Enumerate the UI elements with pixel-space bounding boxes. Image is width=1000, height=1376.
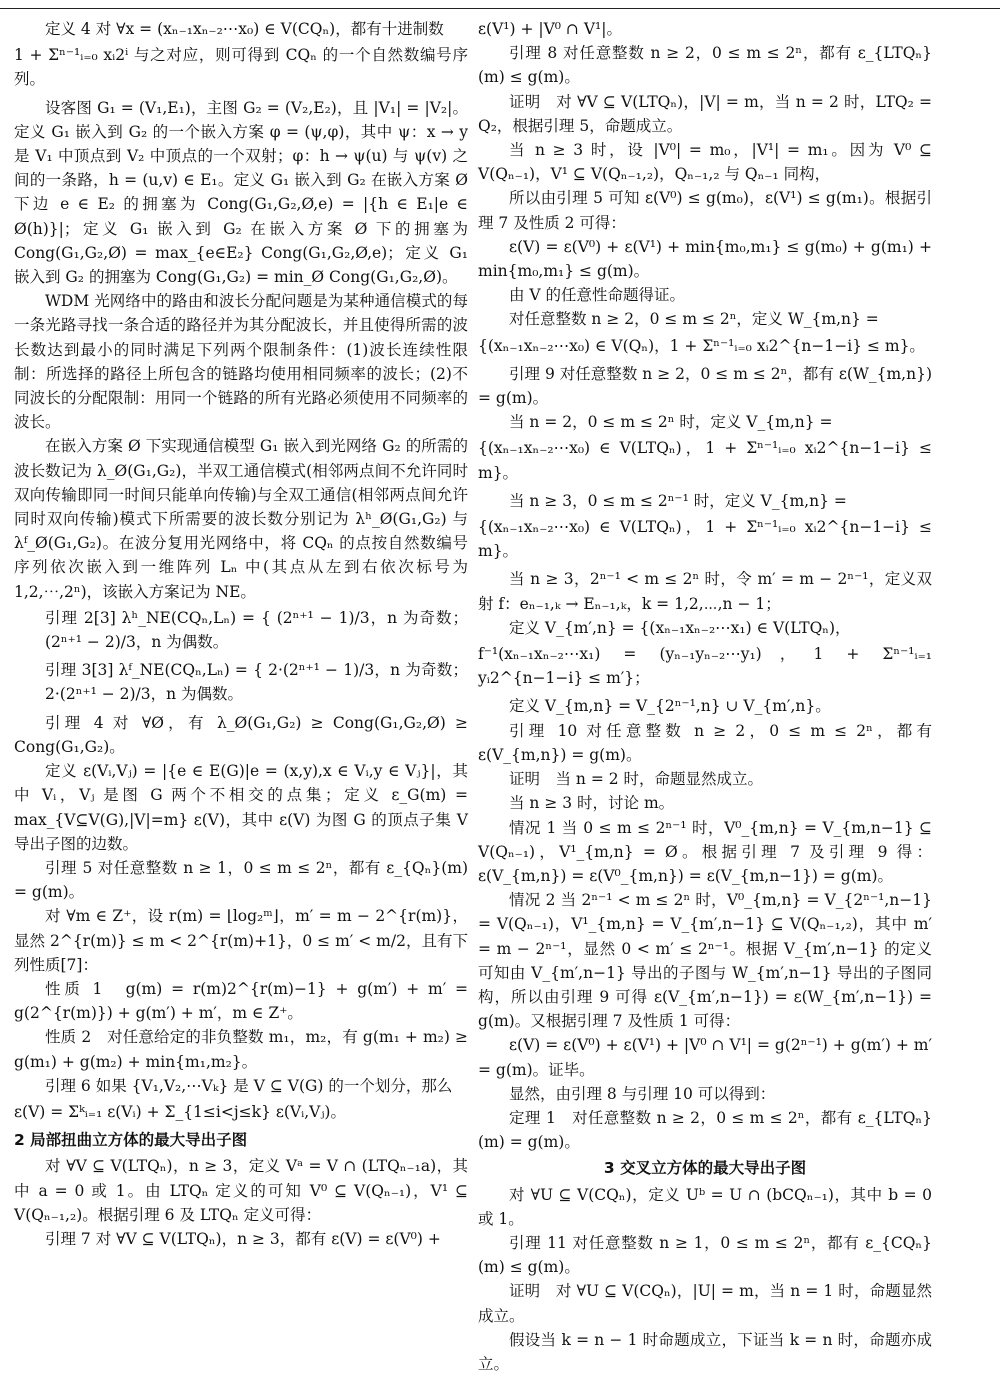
paragraph: 引理 6 如果 {V₁,V₂,⋯Vₖ} 是 V ⊆ V(G) 的一个划分，那么	[45, 1076, 453, 1095]
paragraph: 设客图 G₁ = (V₁,E₁)，主图 G₂ = (V₂,E₂)，且 |V₁| = |V₂|。定义 G₁ 嵌入到 G₂ 的一个嵌入方案 φ = (ψ,φ)，其中 ψ：x → y 是 V₁ 中顶点到 V₂ 中顶点的一个双射；φ：h → ψ(u) 与 ψ(v) 之间的一条路，h = (u,v) ∈ E₁。定义 G₁ 嵌入到 G₂ 在嵌入方案 Ø 下边 e ∈ E₂ 的拥塞为 Cong(G₁,G₂,Ø,e) = |{h ∈ E₁|e ∈ Ø(h)}|；定义 G₁ 嵌入到 G₂ 在嵌入方案 Ø 下的拥塞为 Cong(G₁,G₂,Ø) = max_{e∈E₂} Cong(G₁,G₂,Ø,e)；定义 G₁ 嵌入到 G₂ 的拥塞为 Cong(G₁,G₂) = min_Ø Cong(G₁,G₂,Ø)。	[14, 98, 468, 287]
paragraph: 当 n ≥ 3，0 ≤ m ≤ 2ⁿ⁻¹ 时，定义 V_{m,n} =	[509, 491, 847, 510]
math-formula: ε(V) = Σᵏᵢ₌₁ ε(Vᵢ) + Σ_{1≤i<j≤k} ε(Vᵢ,Vⱼ)。	[14, 1102, 346, 1121]
paragraph: 定义 V_{m,n} = V_{2ⁿ⁻¹,n} ∪ V_{m′,n}。	[509, 697, 831, 716]
paragraph: 对 ∀U ⊆ V(CQₙ)，定义 Uᵇ = U ∩ (bCQₙ₋₁)，其中 b = 0 或 1。	[478, 1185, 932, 1228]
paragraph: 定义 V_{m′,n} = {(xₙ₋₁xₙ₋₂⋯x₁) ∈ V(LTQₙ)，	[509, 618, 851, 637]
paragraph: 引理 7 对 ∀V ⊆ V(LTQₙ)，n ≥ 3，都有 ε(V) = ε(V⁰) +	[45, 1229, 441, 1248]
paragraph: 定理 1 对任意整数 n ≥ 2，0 ≤ m ≤ 2ⁿ，都有 ε_{LTQₙ}(m) = g(m)。	[478, 1108, 932, 1152]
paragraph: 性质 2 对任意给定的非负整数 m₁，m₂，有 g(m₁ + m₂) ≥ g(m₁) + g(m₂) + min{m₁,m₂}。	[14, 1028, 468, 1071]
paragraph: 当 n ≥ 3 时，设 |V⁰| = m₀，|V¹| = m₁。因为 V⁰ ⊆ V(Qₙ₋₁)，V¹ ⊆ V(Qₙ₋₁,₂)，Qₙ₋₁,₂ 与 Qₙ₋₁ 同构，	[478, 141, 932, 184]
right-column	[478, 17, 932, 1376]
paragraph: 显然，由引理 8 与引理 10 可以得到：	[509, 1084, 776, 1103]
paragraph: 假设当 k = n − 1 时命题成立，下证当 k = n 时，命题亦成立。	[478, 1330, 932, 1373]
paragraph: ε(V¹) + |V⁰ ∩ V¹|。	[478, 20, 622, 38]
math-formula: {(xₙ₋₁xₙ₋₂⋯x₀) ∈ V(Qₙ)，1 + Σⁿ⁻¹ᵢ₌₀ xᵢ2^{n−1−i} ≤ m}。	[478, 336, 925, 355]
section-heading: 3 交叉立方体的最大导出子图	[603, 1159, 807, 1178]
paragraph: 引理 9 对任意整数 n ≥ 2，0 ≤ m ≤ 2ⁿ，都有 ε(W_{m,n}) = g(m)。	[478, 364, 932, 408]
header-rule	[0, 8, 1000, 9]
paragraph: 对任意整数 n ≥ 2，0 ≤ m ≤ 2ⁿ，定义 W_{m,n} =	[509, 310, 879, 329]
paragraph: 证明 对 ∀V ⊆ V(LTQₙ)，|V| = m，当 n = 2 时，LTQ₂ = Q₂，根据引理 5，命题成立。	[478, 92, 932, 135]
left-column	[14, 17, 468, 1251]
paragraph: 对 ∀m ∈ Z⁺，设 r(m) = ⌊log₂ᵐ⌋，m′ = m − 2^{r(m)}，显然 2^{r(m)} ≤ m < 2^{r(m)+1}，0 ≤ m′ < m/2，且有下列性质[7]：	[14, 907, 468, 974]
paragraph: 引理 10 对任意整数 n ≥ 2，0 ≤ m ≤ 2ⁿ，都有 ε(V_{m,n}) = g(m)。	[478, 721, 932, 764]
math-formula: f⁻¹(xₙ₋₁xₙ₋₂⋯x₁) = (yₙ₋₁yₙ₋₂⋯y₁)，1 + Σⁿ⁻¹ᵢ₌₁ yᵢ2^{n−1−i} ≤ m′}；	[478, 645, 932, 688]
paragraph: 证明 当 n = 2 时，命题显然成立。	[509, 770, 764, 789]
paragraph: 当 n ≥ 3 时，讨论 m。	[509, 794, 675, 813]
paragraph: 情况 1 当 0 ≤ m ≤ 2ⁿ⁻¹ 时，V⁰_{m,n} = V_{m,n−1} ⊆ V(Qₙ₋₁)，V¹_{m,n} = Ø。根据引理 7 及引理 9 得：ε(V_{m,n}) = ε(V⁰_{m,n}) = ε(V_{m,n−1}) = g(m)。	[478, 818, 932, 885]
paragraph: 定义 ε(Vᵢ,Vⱼ) = |{e ∈ E(G)|e = (x,y),x ∈ Vᵢ,y ∈ Vⱼ}|，其中 Vᵢ，Vⱼ 是图 G 两个不相交的点集；定义 ε_G(m) = max_{V⊆V(G),|V|=m} ε(V)，其中 ε(V) 为图 G 的顶点子集 V 导出子图的边数。	[14, 762, 468, 853]
math-formula: 1 + Σⁿ⁻¹ᵢ₌₀ xᵢ2ⁱ 与之对应，则可得到 CQₙ 的一个自然数编号序列。	[14, 46, 468, 89]
math-formula: {(xₙ₋₁xₙ₋₂⋯x₀) ∈ V(LTQₙ)，1 + Σⁿ⁻¹ᵢ₌₀ xᵢ2^{n−1−i} ≤ m}。	[478, 518, 932, 561]
paragraph: 证明 对 ∀U ⊆ V(CQₙ)，|U| = m，当 n = 1 时，命题显然成立。	[478, 1282, 932, 1325]
paragraph: 对 ∀V ⊆ V(LTQₙ)，n ≥ 3，定义 Vᵃ = V ∩ (LTQₙ₋₁a)，其中 a = 0 或 1。由 LTQₙ 定义的可知 V⁰ ⊆ V(Qₙ₋₁)，V¹ ⊆ V(Qₙ₋₁,₂)。根据引理 6 及 LTQₙ 定义可得：	[14, 1157, 468, 1224]
paragraph: 性质 1 g(m) = r(m)2^{r(m)−1} + g(m′) + m′ = g(2^{r(m)}) + g(m′) + m′，m ∈ Z⁺。	[14, 979, 468, 1023]
paragraph: 当 n ≥ 3，2ⁿ⁻¹ < m ≤ 2ⁿ 时，令 m′ = m − 2ⁿ⁻¹，定义双射 f：eₙ₋₁,ₖ → Eₙ₋₁,ₖ，k = 1,2,⋯,n − 1；	[478, 570, 932, 613]
paragraph: WDM 光网络中的路由和波长分配问题是为某种通信模式的每一条光路寻找一条合适的路径并为其分配波长，并且使得所需的波长数达到最小的同时满足下列两个限制条件：(1)波长连续性限制：所选择的路径上所包含的链路均使用相同频率的波长；(2)不同波长的分配限制：用同一个链路的所有光路必须使用不同频率的波长。	[14, 292, 468, 432]
paragraph: 所以由引理 5 可知 ε(V⁰) ≤ g(m₀)，ε(V¹) ≤ g(m₁)。根据引理 7 及性质 2 可得：	[478, 189, 932, 232]
paragraph: 在嵌入方案 Ø 下实现通信模型 G₁ 嵌入到光网络 G₂ 的所需的波长数记为 λ_Ø(G₁,G₂)，半双工通信模式(相邻两点间不允许同时双向传输即同一时间只能单向传输)与全双工通信(相邻两点间允许同时双向传输)模式下所需要的波长数分别记为 λʰ_Ø(G₁,G₂) 与 λᶠ_Ø(G₁,G₂)。在波分复用光网络中，将 CQₙ 的点按自然数编号序列依次嵌入到一维阵列 Lₙ 中(其点从左到右依次标号为 1,2,⋯,2ⁿ)，该嵌入方案记为 NE。	[14, 437, 468, 601]
math-formula: {(xₙ₋₁xₙ₋₂⋯x₀) ∈ V(LTQₙ)，1 + Σⁿ⁻¹ᵢ₌₀ xᵢ2^{n−1−i} ≤ m}。	[478, 439, 932, 482]
section-heading: 2 局部扭曲立方体的最大导出子图	[14, 1131, 248, 1150]
paragraph: 引理 8 对任意整数 n ≥ 2，0 ≤ m ≤ 2ⁿ，都有 ε_{LTQₙ}(m) ≤ g(m)。	[478, 44, 932, 87]
paragraph: ε(V) = ε(V⁰) + ε(V¹) + |V⁰ ∩ V¹| = g(2ⁿ⁻¹) + g(m′) + m′ = g(m)。证毕。	[478, 1036, 932, 1079]
paragraph: 引理 4 对 ∀Ø，有 λ_Ø(G₁,G₂) ≥ Cong(G₁,G₂,Ø) ≥ Cong(G₁,G₂)。	[14, 713, 468, 756]
math-formula: 引理 2[3] λʰ_NE(CQₙ,Lₙ) = { (2ⁿ⁺¹ − 1)/3，n 为奇数；(2ⁿ⁺¹ − 2)/3，n 为偶数。	[45, 608, 468, 652]
math-formula: 引理 3[3] λᶠ_NE(CQₙ,Lₙ) = { 2·(2ⁿ⁺¹ − 1)/3，n 为奇数；2·(2ⁿ⁺¹ − 2)/3，n 为偶数。	[45, 661, 468, 704]
paragraph: 引理 11 对任意整数 n ≥ 1，0 ≤ m ≤ 2ⁿ，都有 ε_{CQₙ}(m) ≤ g(m)。	[478, 1233, 932, 1277]
paragraph: 定义 4 对 ∀x = (xₙ₋₁xₙ₋₂⋯x₀) ∈ V(CQₙ)，都有十进制数	[45, 20, 444, 38]
paragraph: 引理 5 对任意整数 n ≥ 1，0 ≤ m ≤ 2ⁿ，都有 ε_{Qₙ}(m) = g(m)。	[14, 858, 468, 902]
paragraph: 由 V 的任意性命题得证。	[509, 286, 686, 305]
paragraph: ε(V) = ε(V⁰) + ε(V¹) + min{m₀,m₁} ≤ g(m₀) + g(m₁) + min{m₀,m₁} ≤ g(m)。	[478, 237, 932, 281]
paragraph: 当 n = 2，0 ≤ m ≤ 2ⁿ 时，定义 V_{m,n} =	[509, 413, 833, 432]
paragraph: 情况 2 当 2ⁿ⁻¹ < m ≤ 2ⁿ 时，V⁰_{m,n} = V_{2ⁿ⁻¹,n−1} = V(Qₙ₋₁)，V¹_{m,n} = V_{m′,n−1} ⊆ V(Qₙ₋₁,₂)，其中 m′ = m − 2ⁿ⁻¹，显然 0 < m′ ≤ 2ⁿ⁻¹。根据 V_{m′,n−1} 的定义可知由 V_{m′,n−1} 导出的子图与 W_{m′,n−1} 导出的子图同构，所以由引理 9 可得 ε(V_{m′,n−1}) = ε(W_{m′,n−1}) = g(m)。又根据引理 7 及性质 1 可得：	[478, 891, 932, 1031]
